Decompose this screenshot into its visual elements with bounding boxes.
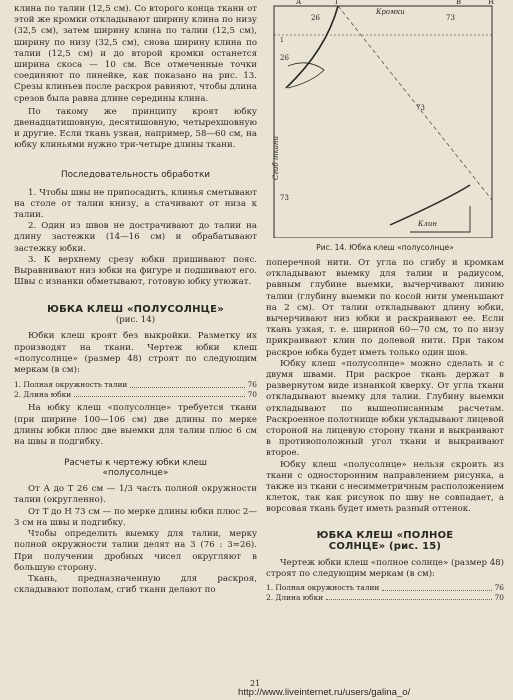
figure-caption: Рис. 14. Юбка клеш «полусолнце» bbox=[316, 243, 454, 252]
order-item: 3. К верхнему срезу юбки пришивают пояс. Выравнивают низ юбки на фигуре и подшивают его. Швы с изнанки обметывают, готовую юбку утюжат. bbox=[14, 254, 257, 288]
page-number: 21 bbox=[250, 679, 261, 688]
measure-value: 70 bbox=[247, 389, 257, 399]
section-title-polusolnce: ЮБКА КЛЕШ «ПОЛУСОЛНЦЕ» bbox=[47, 304, 224, 316]
measure-value: 76 bbox=[247, 380, 257, 390]
label-T: Т bbox=[334, 0, 339, 6]
measure-value: 76 bbox=[494, 583, 504, 593]
label-26-top: 26 bbox=[311, 14, 320, 22]
right-paragraph: поперечной нити. От угла по сгибу и кромкам откладывают выемку для талии и радиусом, равным глубине выемки, вычерчивают линию талии (глубину выемки по косой нити уменьшают на 2 см). От талии откладывают длину юбки, вычерчивают низ юбки и раскраивают ее. Если ткань узкая, т. е. шириной 60—70 см, то по низу прикраивают клин по долевой нити. При таком раскрое юбка будет иметь только один шов. bbox=[266, 258, 504, 358]
order-item: 2. Один из швов не дострачивают до талии на длину застежки (14—16 см) и обрабатывают застежку юбки. bbox=[14, 221, 257, 254]
label-B: В bbox=[456, 0, 462, 6]
label-73-top: 73 bbox=[446, 14, 455, 22]
intro-paragraph-2: По такому же принципу кроят юбку двенадцатишовную, десятишовную, четырехшовную и другие. Если ткань узкая, например, 58—60 см, на юбку клиньями нужно три-четыре длины ткани. bbox=[14, 106, 257, 151]
measure-label: 2. Длина юбки bbox=[14, 389, 72, 399]
right-column bbox=[266, 0, 504, 602]
label-1: 1 bbox=[280, 37, 284, 44]
watermark-url: http://www.liveinternet.ru/users/galina_o/ bbox=[238, 687, 411, 698]
measure-label: 1. Полная окружность талии bbox=[14, 380, 128, 390]
order-item: 1. Чтобы швы не припосадить, клинья сметывают на столе от талии книзу, а стачивают от низа к талии. bbox=[14, 187, 257, 221]
label-A: А bbox=[296, 0, 302, 6]
calc-heading: Расчеты к чертежу юбки клеш bbox=[64, 458, 207, 469]
right-paragraph: Юбку клеш «полусолнце» можно сделать и с двумя швами. При раскрое ткань держат в развернутом виде изнанкой кверху. От угла ткани откладывают выемку для талии. Глубину выемки откладывают по вышеописанным расчетам. Раскроенное полотнище юбки укладывают лицевой стороной на лицевую сторону ткани и выкраивают в противоположный угол ткани и выкраивают второе. bbox=[266, 358, 504, 459]
left-column bbox=[14, 4, 257, 596]
section-paragraph-right: Чертеж юбки клеш «полное солнце» (размер 48) строят по следующим меркам (в см): bbox=[266, 557, 504, 579]
calc-paragraph: От А до Т 26 см — 1/3 часть полной окружности талии (округленно). bbox=[14, 484, 257, 506]
measure-row bbox=[266, 583, 504, 593]
measure-label: 2. Длина юбки bbox=[266, 592, 324, 602]
order-list bbox=[14, 188, 257, 289]
measures-list-right bbox=[266, 583, 504, 602]
order-heading: Последовательность обработки bbox=[60, 169, 211, 180]
right-paragraph: Юбку клеш «полусолнце» нельзя скроить из ткани с односторонним направлением рисунка, а также из ткани с несимметричным расположением клеток, так как рисунок по шву не совпадает, а ворсовая ткань будет иметь разный оттенок. bbox=[266, 459, 504, 515]
label-26-left: 26 bbox=[280, 54, 289, 62]
intro-paragraph: клина по талии (12,5 см). Со второго конца ткани от этой же кромки откладывают ширину клина по низу (32,5 см), затем ширину клина по талии (12,5 см), ширину по низу (32,5 см), снова ширину клина по талии (12,5 см) и до второй кромки останется ширина скоса — 10 см. Все отмеченные точки соединяют по линейке, как показано на рис. 13. Срезы клиньев после раскроя равняют, чтобы длина срезов была равна длине середины клина. bbox=[14, 4, 257, 104]
label-H: Н bbox=[488, 0, 495, 6]
measures-list bbox=[14, 380, 257, 399]
fabric-paragraph: На юбку клеш «полусолнце» требуется ткани (при ширине 100—106 см) две длины по мерке длины юбки плюс две выемки для талии плюс 6 см на швы и подгибку. bbox=[14, 403, 257, 448]
label-73-diag: 73 bbox=[416, 104, 425, 112]
measure-row bbox=[266, 593, 504, 603]
label-klin: Клин bbox=[418, 220, 437, 228]
measure-value: 70 bbox=[494, 592, 504, 602]
label-sgib: Сгиб ткани bbox=[272, 135, 280, 180]
calc-paragraph: Чтобы определить выемку для талии, мерку полной окружности талии делят на 3 (76 : 3≈26). При получении дробных чисел округляют в большую сторону. bbox=[14, 529, 257, 573]
measure-row bbox=[14, 380, 257, 390]
label-73-left: 73 bbox=[280, 194, 289, 202]
measure-label: 1. Полная окружность талии bbox=[266, 583, 380, 593]
label-kromki: Кромки bbox=[376, 8, 405, 16]
section-title-polnoe-solnce-line2: СОЛНЦЕ» (рис. 15) bbox=[328, 540, 442, 552]
calc-heading-line2: «полусолнце» bbox=[102, 468, 169, 479]
section-paragraph: Юбки клеш кроят без выкройки. Разметку их производят на ткани. Чертеж юбки клеш «полусолнце» (размер 48) строят по следующим меркам (в см): bbox=[14, 331, 257, 376]
section-title-polnoe-solnce: ЮБКА КЛЕШ «ПОЛНОЕ bbox=[316, 529, 454, 541]
calc-paragraph: Ткань, предназначенную для раскроя, складывают пополам, сгиб ткани делают по bbox=[14, 573, 257, 596]
section-figure-ref: (рис. 14) bbox=[115, 315, 156, 326]
calc-paragraph: От Т до Н 73 см — по мерке длины юбки плюс 2—3 см на швы и подгибку. bbox=[14, 506, 257, 528]
measure-row bbox=[14, 390, 257, 400]
